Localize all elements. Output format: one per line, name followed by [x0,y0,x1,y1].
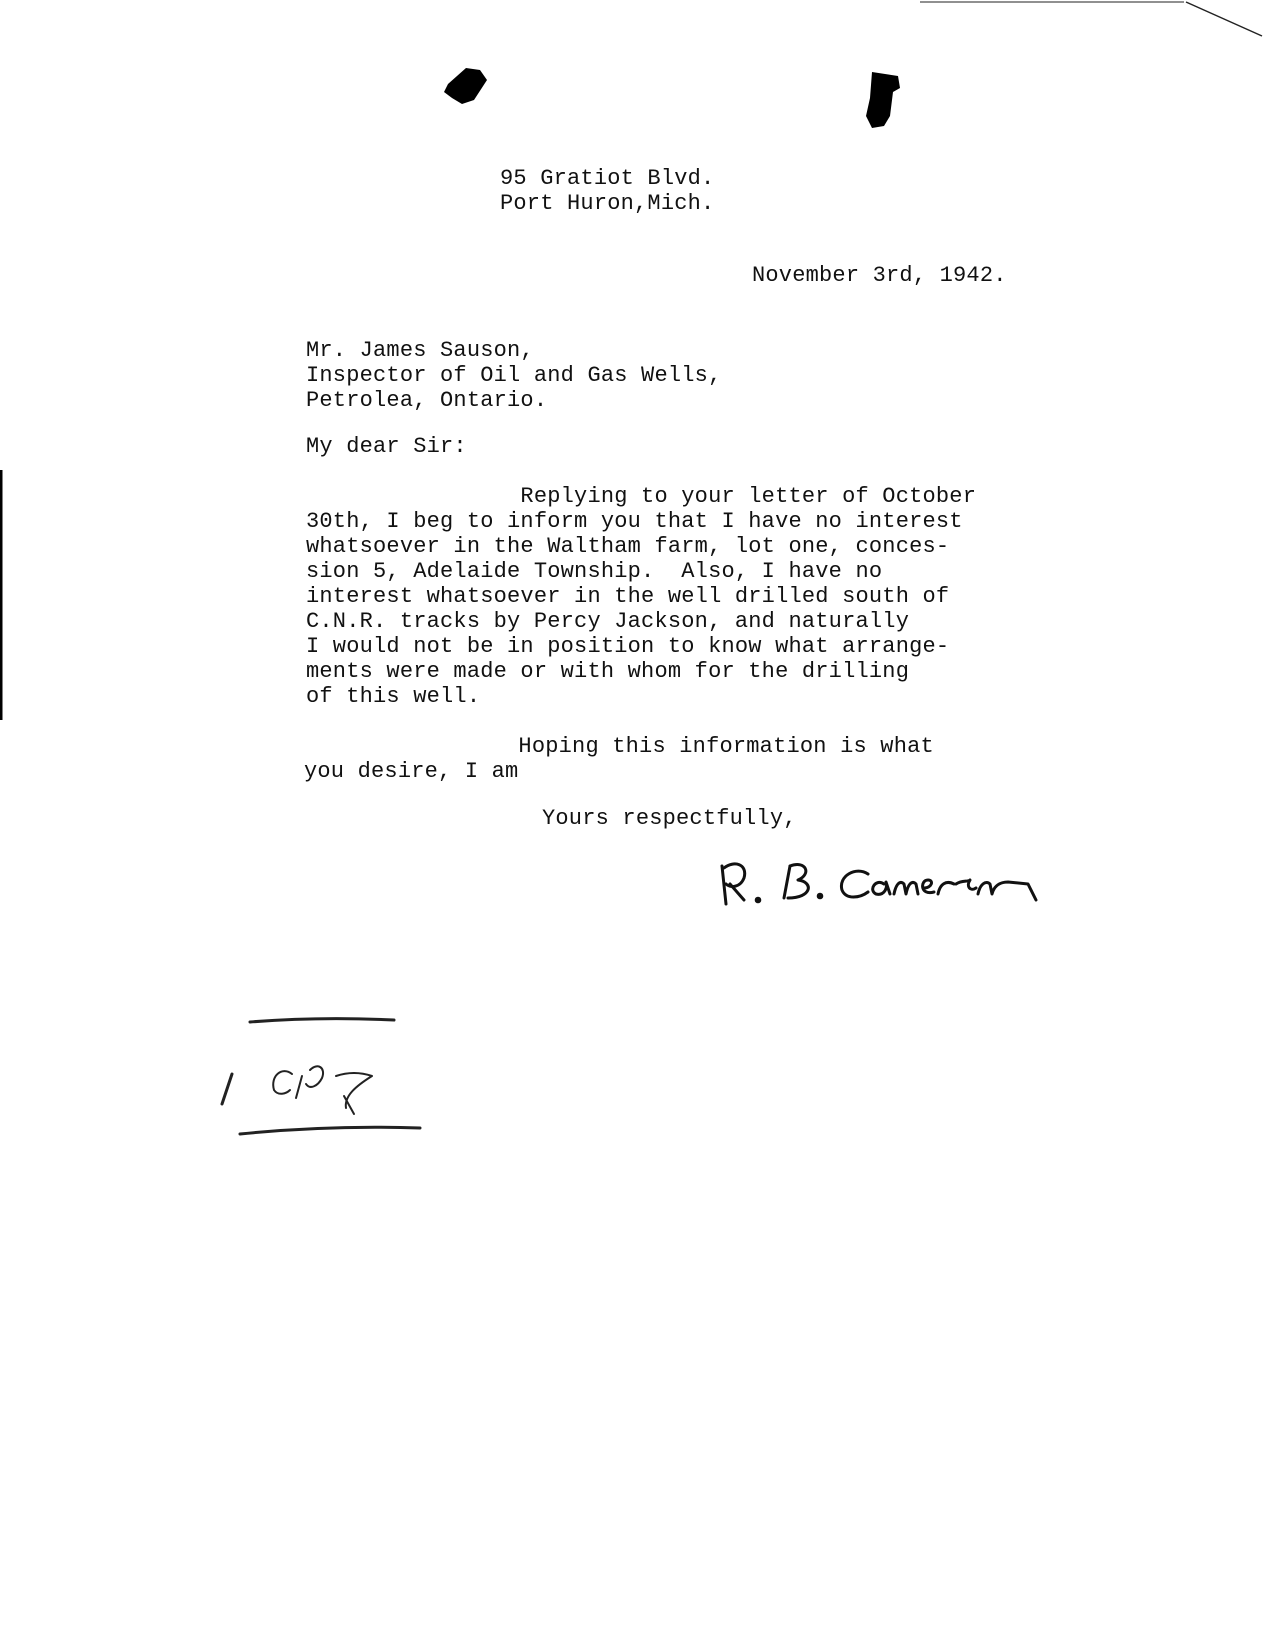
body-line: you desire, I am [304,759,519,784]
body-line: of this well. [306,684,481,709]
body-line: whatsoever in the Waltham farm, lot one, conces- [306,534,950,559]
recipient-line: Petrolea, Ontario. [306,388,548,413]
body-line: I would not be in position to know what arrange- [306,634,950,659]
body-line: ments were made or with whom for the drilling [306,659,910,684]
body-line: 30th, I beg to inform you that I have no interest [306,509,963,534]
body-line: C.N.R. tracks by Percy Jackson, and naturally [306,609,910,634]
sender-address-line: 95 Gratiot Blvd. [500,166,715,191]
body-line: Hoping this information is what [304,734,934,759]
body-line: interest whatsoever in the well drilled south of [306,584,950,609]
recipient-line: Inspector of Oil and Gas Wells, [306,363,722,388]
recipient-line: Mr. James Sauson, [306,338,534,363]
body-line: Replying to your letter of October [306,484,977,509]
letter-date: November 3rd, 1942. [752,263,1007,288]
sender-address-line: Port Huron,Mich. [500,191,715,216]
salutation: My dear Sir: [306,434,467,459]
closing: Yours respectfully, [542,806,797,831]
body-line: sion 5, Adelaide Township. Also, I have no [306,559,883,584]
